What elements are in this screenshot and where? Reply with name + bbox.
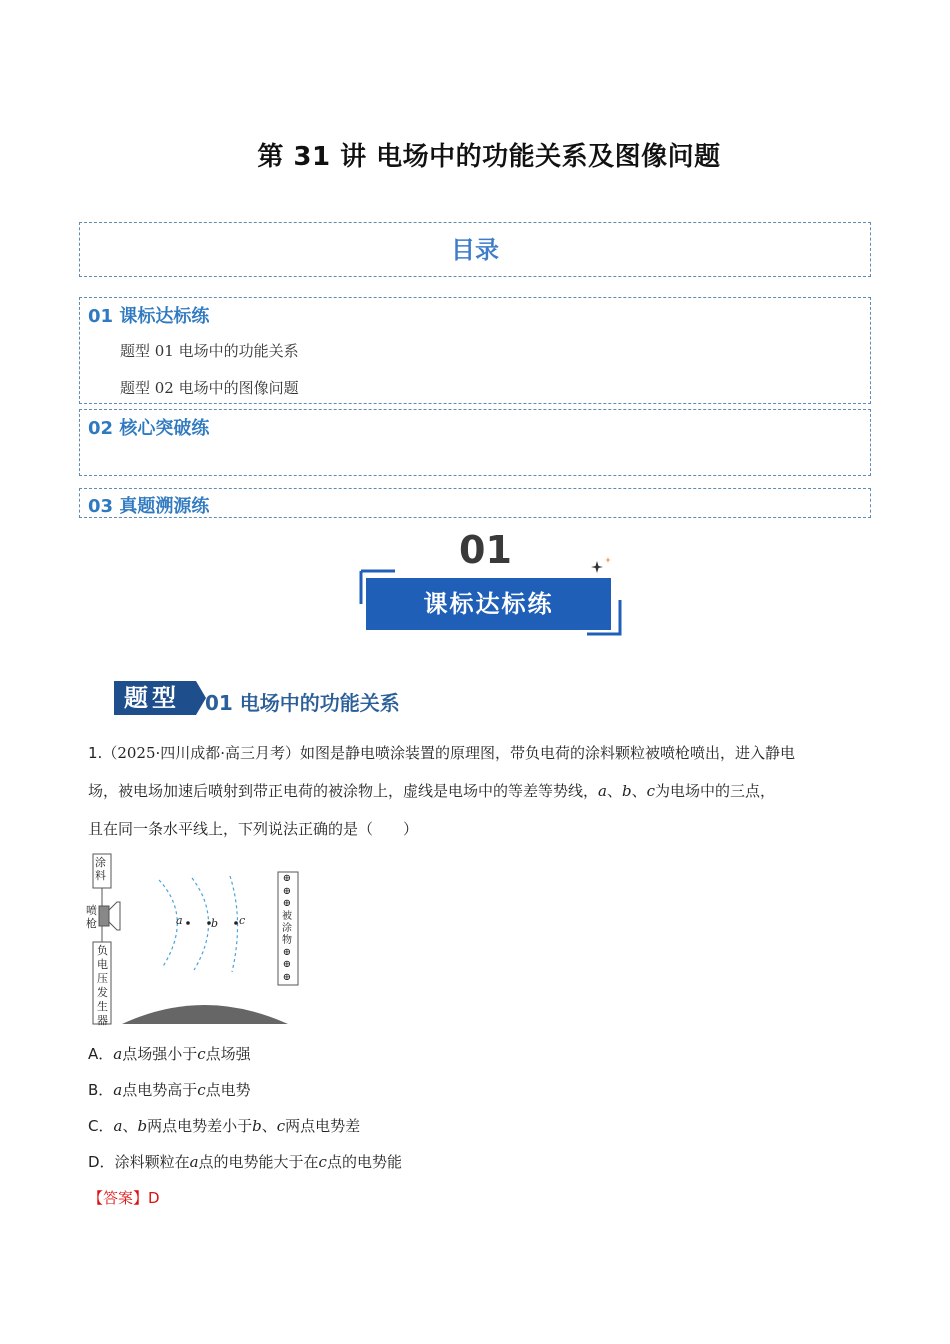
type-tag-label: 题型 — [124, 683, 180, 712]
option-b[interactable] — [88, 1079, 251, 1100]
question-text — [88, 734, 878, 848]
option-d-var: c — [318, 1153, 327, 1171]
point-c: c — [646, 782, 656, 800]
option-d-text: 点的电势能大于在 — [198, 1153, 319, 1171]
option-c[interactable] — [88, 1115, 360, 1136]
question-line-3: 且在同一条水平线上，下列说法正确的是（ ） — [88, 820, 419, 838]
question-line2b-text: 为电场中的三点， — [655, 782, 776, 800]
toc-section-03 — [79, 488, 871, 518]
plus-charge-icon: ⊕ — [282, 959, 292, 970]
option-c-text: 、 — [261, 1117, 277, 1135]
toc-heading-box — [79, 222, 871, 277]
option-c-var: c — [276, 1117, 286, 1135]
option-c-var: a — [113, 1117, 123, 1135]
option-a-var: c — [197, 1045, 206, 1063]
type-tag — [114, 681, 206, 719]
option-c-text: 两点电势差小于 — [147, 1117, 253, 1135]
figure-object-column — [281, 873, 293, 984]
option-b-var: a — [113, 1081, 123, 1099]
toc-section-03-label[interactable]: 03 真题溯源练 — [88, 496, 210, 517]
toc-section-01-label[interactable]: 01 课标达标练 — [88, 306, 210, 327]
option-c-text: 两点电势差 — [285, 1117, 361, 1135]
option-a-text: 点场强小于 — [122, 1045, 198, 1063]
option-c-text: 、 — [122, 1117, 138, 1135]
figure-label-paint: 涂料 — [95, 856, 106, 882]
plus-charge-icon: ⊕ — [282, 946, 292, 958]
point-b: b — [621, 782, 632, 800]
toc-section-02-label[interactable]: 02 核心突破练 — [88, 418, 210, 439]
type-title: 01 电场中的功能关系 — [205, 691, 400, 715]
point-a: a — [598, 782, 607, 800]
question-line-2: 场，被电场加速后喷射到带正电荷的被涂物上，虚线是电场中的等差等势线，a、b、c为电场中的三点， — [88, 782, 776, 800]
option-c-var: b — [252, 1117, 262, 1135]
banner-label: 课标达标练 — [366, 578, 611, 630]
toc-item-type-01[interactable]: 题型 01 电场中的功能关系 — [120, 342, 299, 360]
option-b-letter: B． — [88, 1081, 114, 1099]
question-line2a-text: 场，被电场加速后喷射到带正电荷的被涂物上，虚线是电场中的等差等势线， — [88, 782, 599, 800]
option-d[interactable] — [88, 1151, 402, 1172]
option-b-var: c — [197, 1081, 206, 1099]
option-a-var: a — [113, 1045, 123, 1063]
toc-section-02 — [79, 409, 871, 476]
toc-item-type-02[interactable]: 题型 02 电场中的图像问题 — [120, 379, 299, 397]
question-number: 1. — [88, 744, 103, 762]
option-d-letter: D． — [88, 1153, 115, 1171]
option-c-var: b — [137, 1117, 148, 1135]
answer-value: D — [148, 1189, 160, 1207]
figure-point-b: b — [211, 917, 219, 930]
option-c-letter: C． — [88, 1117, 114, 1135]
option-d-var: a — [189, 1153, 199, 1171]
spray-apparatus-figure — [84, 850, 304, 1028]
figure-label-object: 被涂物 — [282, 910, 292, 946]
figure-point-a: a — [176, 914, 183, 927]
page-title: 第 31 讲 电场中的功能关系及图像问题 — [257, 142, 721, 172]
plus-charge-icon: ⊕ — [282, 971, 292, 983]
question-source: （2025·四川成都·高三月考） — [102, 744, 301, 762]
toc-heading: 目录 — [451, 236, 499, 264]
toc-section-01 — [79, 297, 871, 404]
option-b-text: 点电势高于 — [122, 1081, 198, 1099]
option-d-text: 点的电势能 — [326, 1153, 402, 1171]
question-line1-text: 如图是静电喷涂装置的原理图，带负电荷的涂料颗粒被喷枪喷出，进入静电 — [300, 744, 796, 762]
option-a-letter: A． — [88, 1045, 114, 1063]
plus-charge-icon: ⊕ — [282, 898, 292, 909]
plus-charge-icon: ⊕ — [282, 873, 292, 884]
plus-charge-icon: ⊕ — [282, 885, 292, 897]
question-line-1 — [88, 734, 878, 772]
figure-label-generator: 负电压发生器 — [97, 944, 108, 1027]
option-a-text: 点场强 — [205, 1045, 251, 1063]
option-a[interactable] — [88, 1043, 251, 1064]
banner-number: 01 — [459, 528, 512, 572]
option-d-text: 涂料颗粒在 — [114, 1153, 190, 1171]
option-b-text: 点电势 — [205, 1081, 251, 1099]
figure-point-c: c — [239, 914, 246, 927]
answer-label: 【答案】 — [88, 1189, 149, 1207]
answer — [88, 1187, 160, 1208]
figure-label-gun: 喷枪 — [86, 904, 97, 930]
